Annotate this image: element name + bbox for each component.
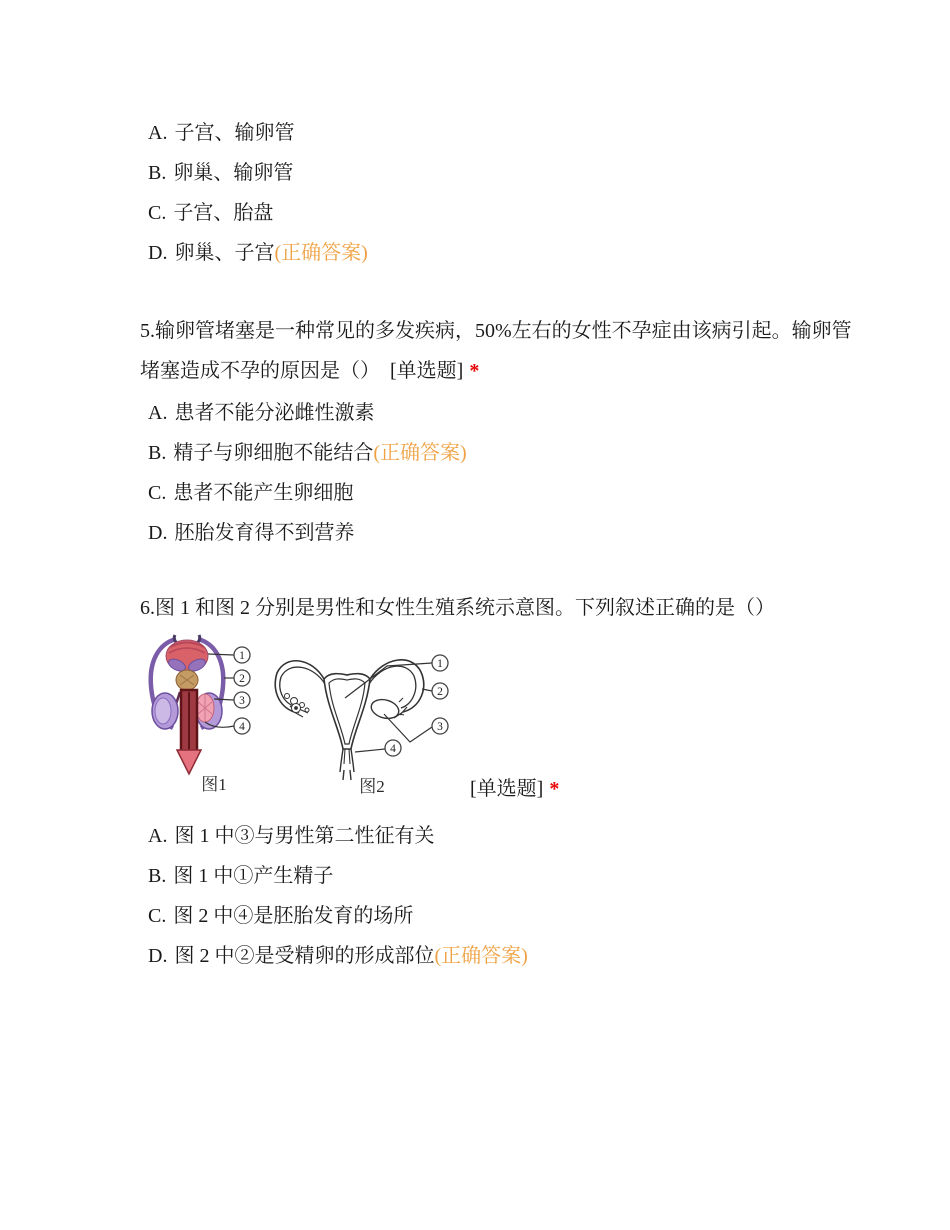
- figure2-caption: 图2: [359, 777, 385, 796]
- option-text: 患者不能产生卵细胞: [173, 482, 354, 504]
- option-text: 图 2 中②是受精卵的形成部位: [174, 945, 435, 967]
- figure1-marker-1: 1: [239, 650, 245, 662]
- option-text: 子宫、输卵管: [174, 122, 295, 144]
- figure2-marker-4: 4: [390, 743, 396, 755]
- question-5-options-block: [148, 393, 467, 553]
- q6-option-b[interactable]: [148, 856, 528, 896]
- option-text: 图 2 中④是胚胎发育的场所: [173, 905, 414, 927]
- option-letter: C.: [148, 905, 167, 927]
- option-letter: A.: [148, 402, 168, 424]
- penis: [177, 690, 201, 774]
- question-6-type-row: [470, 776, 559, 802]
- correct-answer-note: (正确答案): [373, 442, 467, 464]
- correct-answer-note: (正确答案): [274, 242, 368, 264]
- figure1-marker-4: 4: [239, 721, 245, 733]
- q4-option-d[interactable]: [148, 233, 368, 273]
- prostate: [176, 670, 198, 690]
- q6-option-a[interactable]: [148, 816, 528, 856]
- option-text: 子宫、胎盘: [173, 202, 274, 224]
- option-text: 图 1 中③与男性第二性征有关: [174, 825, 435, 847]
- figure1-caption: 图1: [201, 775, 227, 794]
- option-letter: C.: [148, 482, 167, 504]
- option-text: 图 1 中①产生精子: [173, 865, 334, 887]
- required-asterisk: *: [549, 778, 560, 800]
- figure2-marker-2: 2: [437, 686, 443, 698]
- option-letter: A.: [148, 825, 168, 847]
- required-asterisk: *: [469, 360, 480, 382]
- figure1-marker-3: 3: [239, 695, 245, 707]
- q4-option-a[interactable]: [148, 113, 368, 153]
- option-text: 患者不能分泌雌性激素: [174, 402, 375, 424]
- option-letter: B.: [148, 865, 167, 887]
- q6-option-c[interactable]: [148, 896, 528, 936]
- question-6-options-block: [148, 816, 528, 976]
- question-type-badge: [单选题]: [390, 360, 464, 382]
- cervix-vagina: [340, 749, 354, 780]
- figure1-marker-2: 2: [239, 673, 245, 685]
- figure2-marker-1: 1: [437, 658, 443, 670]
- figure1-male-reproductive-diagram: [142, 634, 268, 796]
- q5-option-a[interactable]: [148, 393, 467, 433]
- figure2-female-reproductive-diagram: [272, 652, 460, 798]
- q6-option-d[interactable]: [148, 936, 528, 976]
- option-text: 胚胎发育得不到营养: [174, 522, 355, 544]
- option-letter: D.: [148, 242, 168, 264]
- question-6-stem-text: 6.图 1 和图 2 分别是男性和女性生殖系统示意图。下列叙述正确的是（）: [140, 597, 775, 619]
- option-text: 卵巢、输卵管: [173, 162, 294, 184]
- option-letter: B.: [148, 442, 167, 464]
- q5-option-b[interactable]: [148, 433, 467, 473]
- question-5-stem-text: 5.输卵管堵塞是一种常见的多发疾病，50%左右的女性不孕症由该病引起。输卵管堵塞造成不孕的原因是（）: [140, 320, 852, 382]
- q5-option-c[interactable]: [148, 473, 467, 513]
- q4-option-c[interactable]: [148, 193, 368, 233]
- option-letter: C.: [148, 202, 167, 224]
- option-letter: B.: [148, 162, 167, 184]
- q4-option-b[interactable]: [148, 153, 368, 193]
- figure2-marker-3: 3: [437, 721, 443, 733]
- option-text: 卵巢、子宫: [174, 242, 275, 264]
- figure1-markers: [234, 647, 250, 734]
- question-type-badge: [单选题]: [470, 778, 544, 800]
- correct-answer-note: (正确答案): [434, 945, 528, 967]
- option-letter: A.: [148, 122, 168, 144]
- option-letter: D.: [148, 522, 168, 544]
- option-letter: D.: [148, 945, 168, 967]
- option-text: 精子与卵细胞不能结合: [173, 442, 374, 464]
- question-4-options-block: [148, 113, 368, 273]
- q5-option-d[interactable]: [148, 513, 467, 553]
- question-6-stem: [140, 588, 775, 628]
- question-5-stem: [140, 311, 860, 391]
